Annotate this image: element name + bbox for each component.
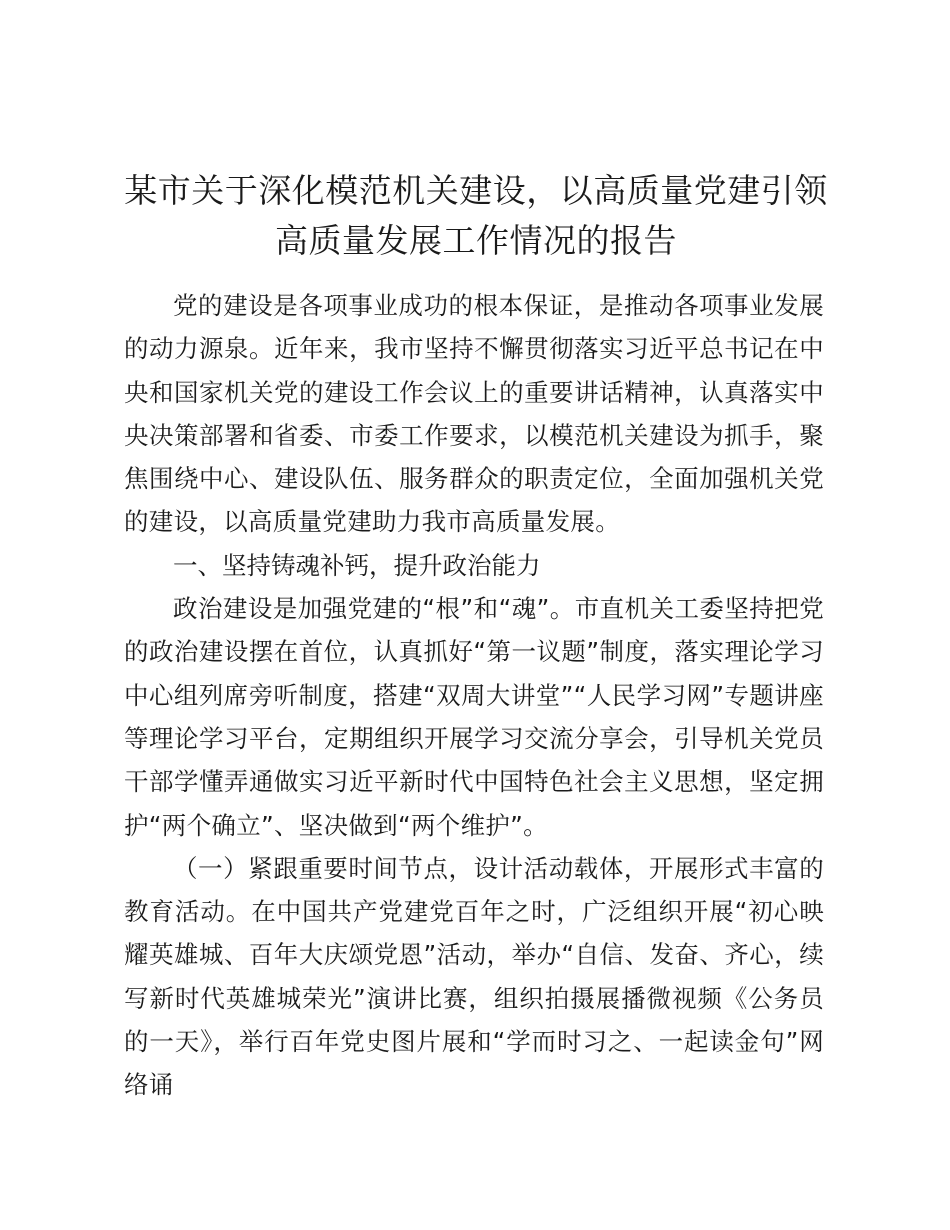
intro-paragraph: 党的建设是各项事业成功的根本保证，是推动各项事业发展的动力源泉。近年来，我市坚持不懈贯彻落实习近平总书记在中央和国家机关党的建设工作会议上的重要讲话精神，认真落实中央决策部署和省委、市委工作要求，以模范机关建设为抓手，聚焦围绕中心、建设队伍、服务群众的职责定位，全面加强机关党的建设，以高质量党建助力我市高质量发展。	[124, 291, 824, 537]
document-body	[124, 284, 824, 1107]
document-title: 某市关于深化模范机关建设，以高质量党建引领高质量发展工作情况的报告	[124, 171, 828, 260]
section-heading: 一、坚持铸魂补钙，提升政治能力	[173, 550, 541, 580]
subsection-paragraph: （一）紧跟重要时间节点，设计活动载体，开展形式丰富的教育活动。在中国共产党建党百年之时，广泛组织开展“初心映耀英雄城、百年大庆颂党恩”活动，举办“自信、发奋、齐心，续写新时代英雄城荣光”演讲比赛，组织拍摄展播微视频《公务员的一天》，举行百年党史图片展和“学而时习之、一起读金句”网络诵	[124, 853, 824, 1100]
section-paragraph: 政治建设是加强党建的“根”和“魂”。市直机关工委坚持把党的政治建设摆在首位，认真抓好“第一议题”制度，落实理论学习中心组列席旁听制度，搭建“双周大讲堂”“人民学习网”专题讲座等理论学习平台，定期组织开展学习交流分享会，引导机关党员干部学懂弄通做实习近平新时代中国特色社会主义思想，坚定拥护“两个确立”、坚决做到“两个维护”。	[124, 594, 824, 840]
